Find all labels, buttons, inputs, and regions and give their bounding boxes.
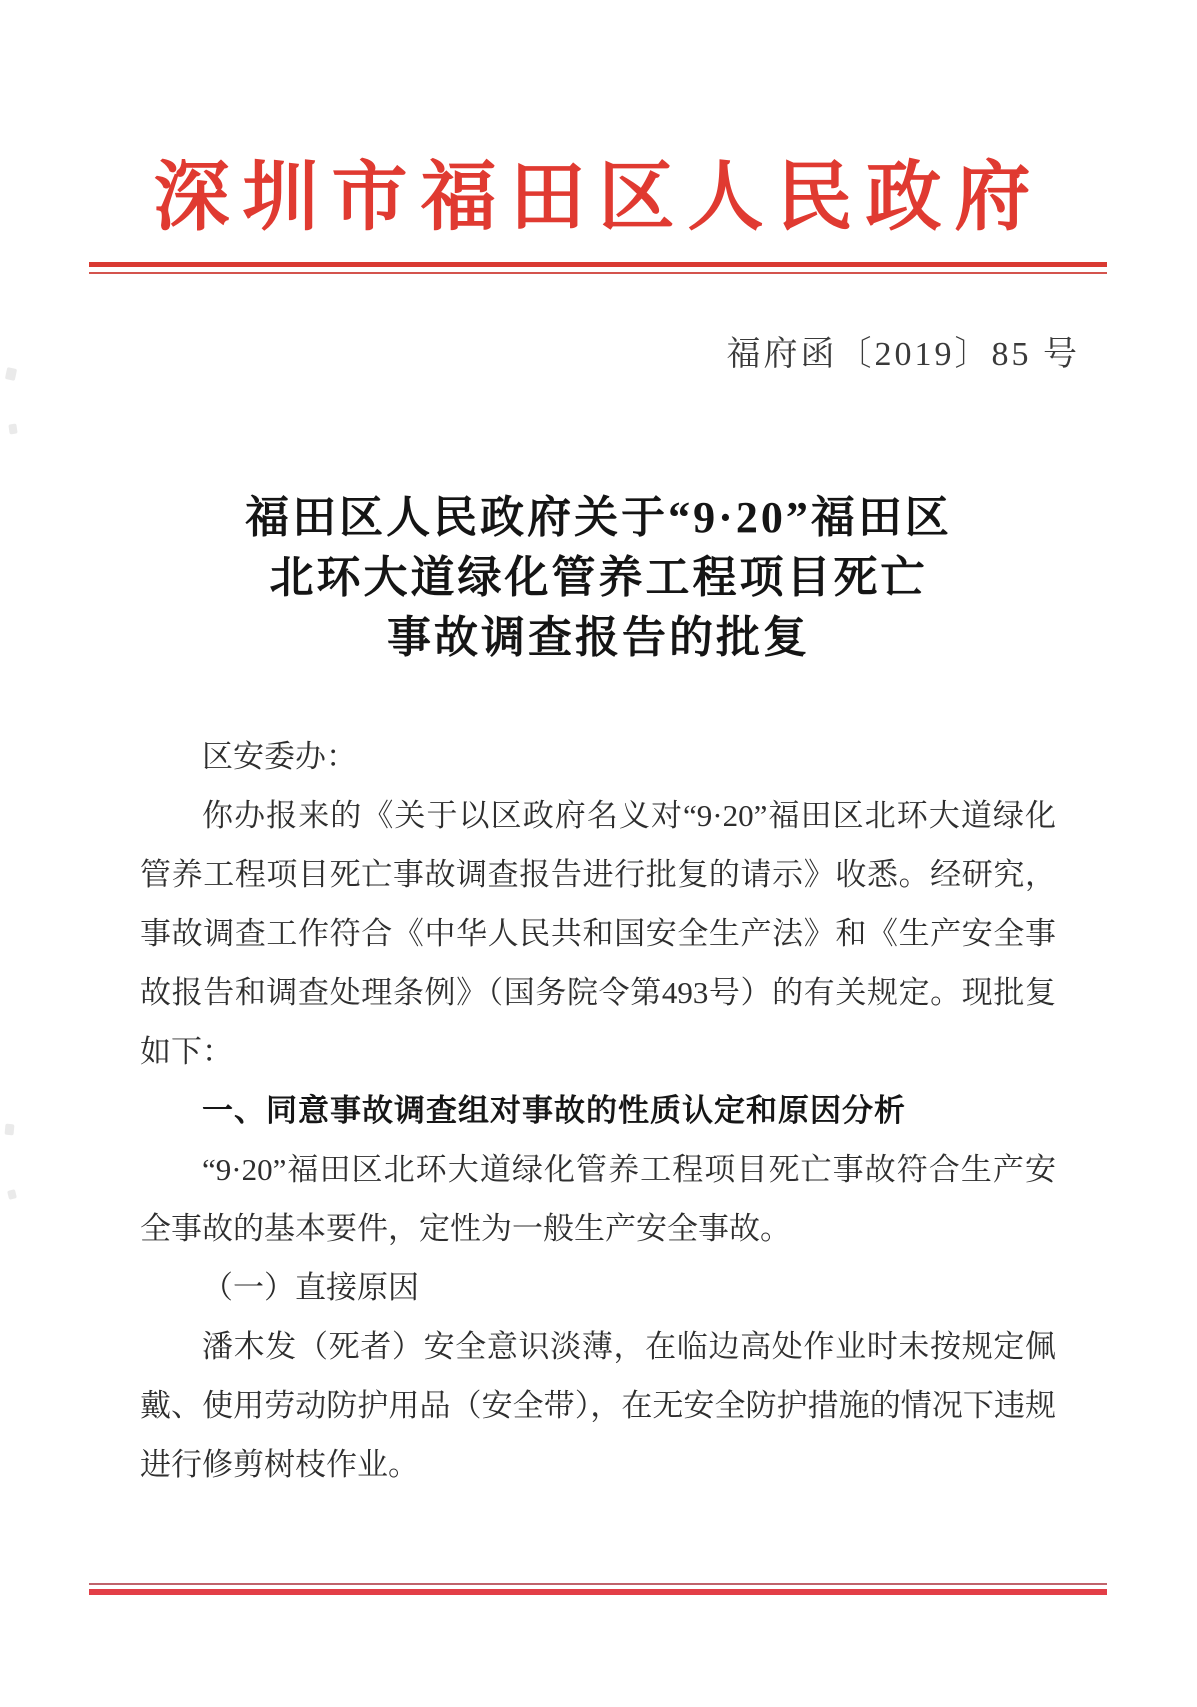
document-title <box>0 488 1197 668</box>
section-heading-1: 一、同意事故调查组对事故的性质认定和原因分析 <box>202 1093 906 1128</box>
salutation: 区安委办： <box>202 739 357 774</box>
document-body <box>140 727 1056 1494</box>
paragraph-direct-cause: 潘木发（死者）安全意识淡薄，在临边高处作业时未按规定佩戴、使用劳动防护用品（安全带），在无安全防护措施的情况下违规进行修剪树枝作业。 <box>140 1329 1056 1482</box>
footer-rule-thin <box>89 1583 1107 1585</box>
body-paragraphs <box>140 786 1056 1494</box>
letterhead-org-name: 深圳市福田区人民政府 <box>153 156 1044 240</box>
letterhead-rule-thin <box>89 272 1107 274</box>
sub-heading-direct-cause: （一）直接原因 <box>202 1270 419 1305</box>
scan-artifact <box>5 367 17 381</box>
document-number: 福府函〔2019〕85 号 <box>726 336 1080 373</box>
scan-artifact <box>5 1124 15 1136</box>
scan-artifact <box>7 1189 17 1200</box>
document-title-line-1: 福田区人民政府关于“9·20”福田区 <box>245 493 952 542</box>
document-title-line-2: 北环大道绿化管养工程项目死亡 <box>269 553 928 602</box>
document-title-line-3: 事故调查报告的批复 <box>387 613 810 662</box>
paragraph-accident-nature: “9·20”福田区北环大道绿化管养工程项目死亡事故符合生产安全事故的基本要件，定性为一般生产安全事故。 <box>140 1152 1056 1246</box>
scan-artifact <box>8 423 17 434</box>
paragraph-intro: 你办报来的《关于以区政府名义对“9·20”福田区北环大道绿化管养工程项目死亡事故调查报告进行批复的请示》收悉。经研究，事故调查工作符合《中华人民共和国安全生产法》和《生产安全事故报告和调查处理条例》（国务院令第493号）的有关规定。现批复如下： <box>140 798 1056 1069</box>
footer-rule-thick <box>89 1589 1107 1595</box>
letterhead-rule-thick <box>89 262 1107 267</box>
